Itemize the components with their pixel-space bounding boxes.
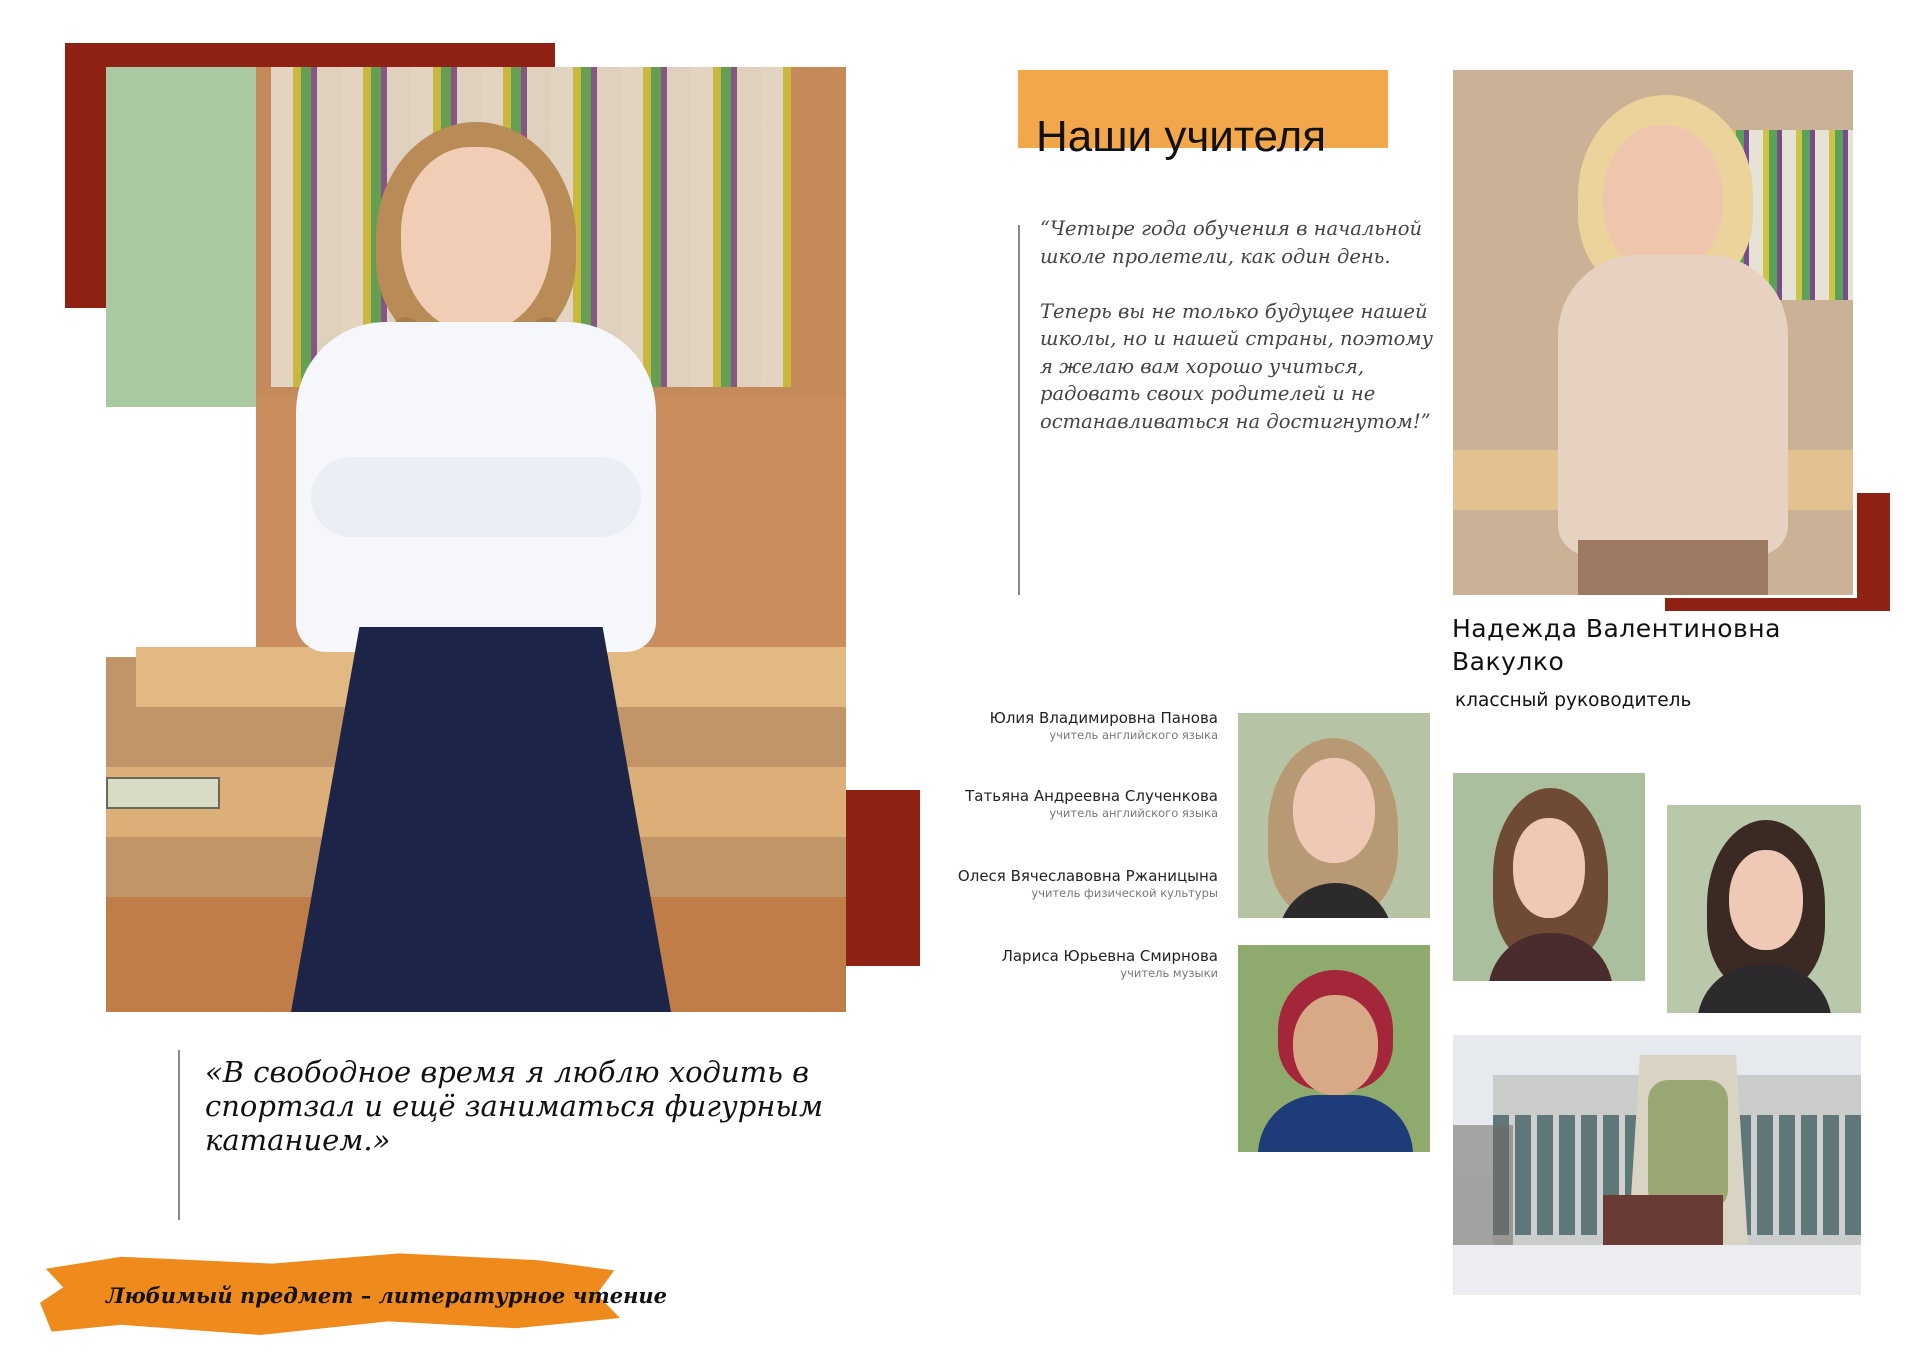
student-quote: «В свободное время я люблю ходить в спортзал и ещё заниматься фигурным катанием.» bbox=[205, 1055, 824, 1157]
favorite-subject: Любимый предмет – литературное чтение bbox=[106, 1283, 668, 1308]
teacher-quote: “Четыре года обучения в начальной школе пролетели, как один день. Теперь вы не только будущее нашей школы, но и нашей страны, поэтому я желаю вам хорошо учиться, радовать своих родителей и не останавливаться на достигнутом!” bbox=[1040, 217, 1433, 433]
school-building-photo bbox=[1453, 1035, 1861, 1295]
main-teacher-name: Надежда Валентиновна Вакулко bbox=[1452, 614, 1781, 676]
main-teacher-photo bbox=[1453, 70, 1853, 595]
student-photo bbox=[106, 67, 846, 1012]
teacher-caption-4 bbox=[900, 946, 1218, 980]
teacher-photo-4 bbox=[1238, 945, 1430, 1152]
teacher-caption-2 bbox=[900, 786, 1218, 820]
teacher-role: учитель музыки bbox=[1120, 966, 1218, 980]
teacher-caption-1 bbox=[900, 708, 1218, 742]
teacher-name: Юлия Владимировна Панова bbox=[989, 709, 1218, 727]
teacher-name: Олеся Вячеславовна Ржаницына bbox=[957, 867, 1218, 885]
main-teacher-role: классный руководитель bbox=[1455, 690, 1692, 711]
teacher-role: учитель английского языка bbox=[1049, 728, 1218, 742]
teacher-role: учитель английского языка bbox=[1049, 806, 1218, 820]
teacher-role: учитель физической культуры bbox=[1031, 886, 1218, 900]
teacher-name: Лариса Юрьевна Смирнова bbox=[1001, 947, 1218, 965]
teacher-quote-divider bbox=[1018, 225, 1020, 595]
teacher-photo-1 bbox=[1238, 713, 1430, 918]
teacher-photo-3 bbox=[1667, 805, 1861, 1013]
page-title: Наши учителя bbox=[1036, 112, 1327, 161]
teacher-name: Татьяна Андреевна Слученкова bbox=[965, 787, 1218, 805]
teacher-caption-3 bbox=[900, 866, 1218, 900]
student-quote-divider bbox=[178, 1050, 180, 1220]
teacher-photo-2 bbox=[1453, 773, 1645, 981]
